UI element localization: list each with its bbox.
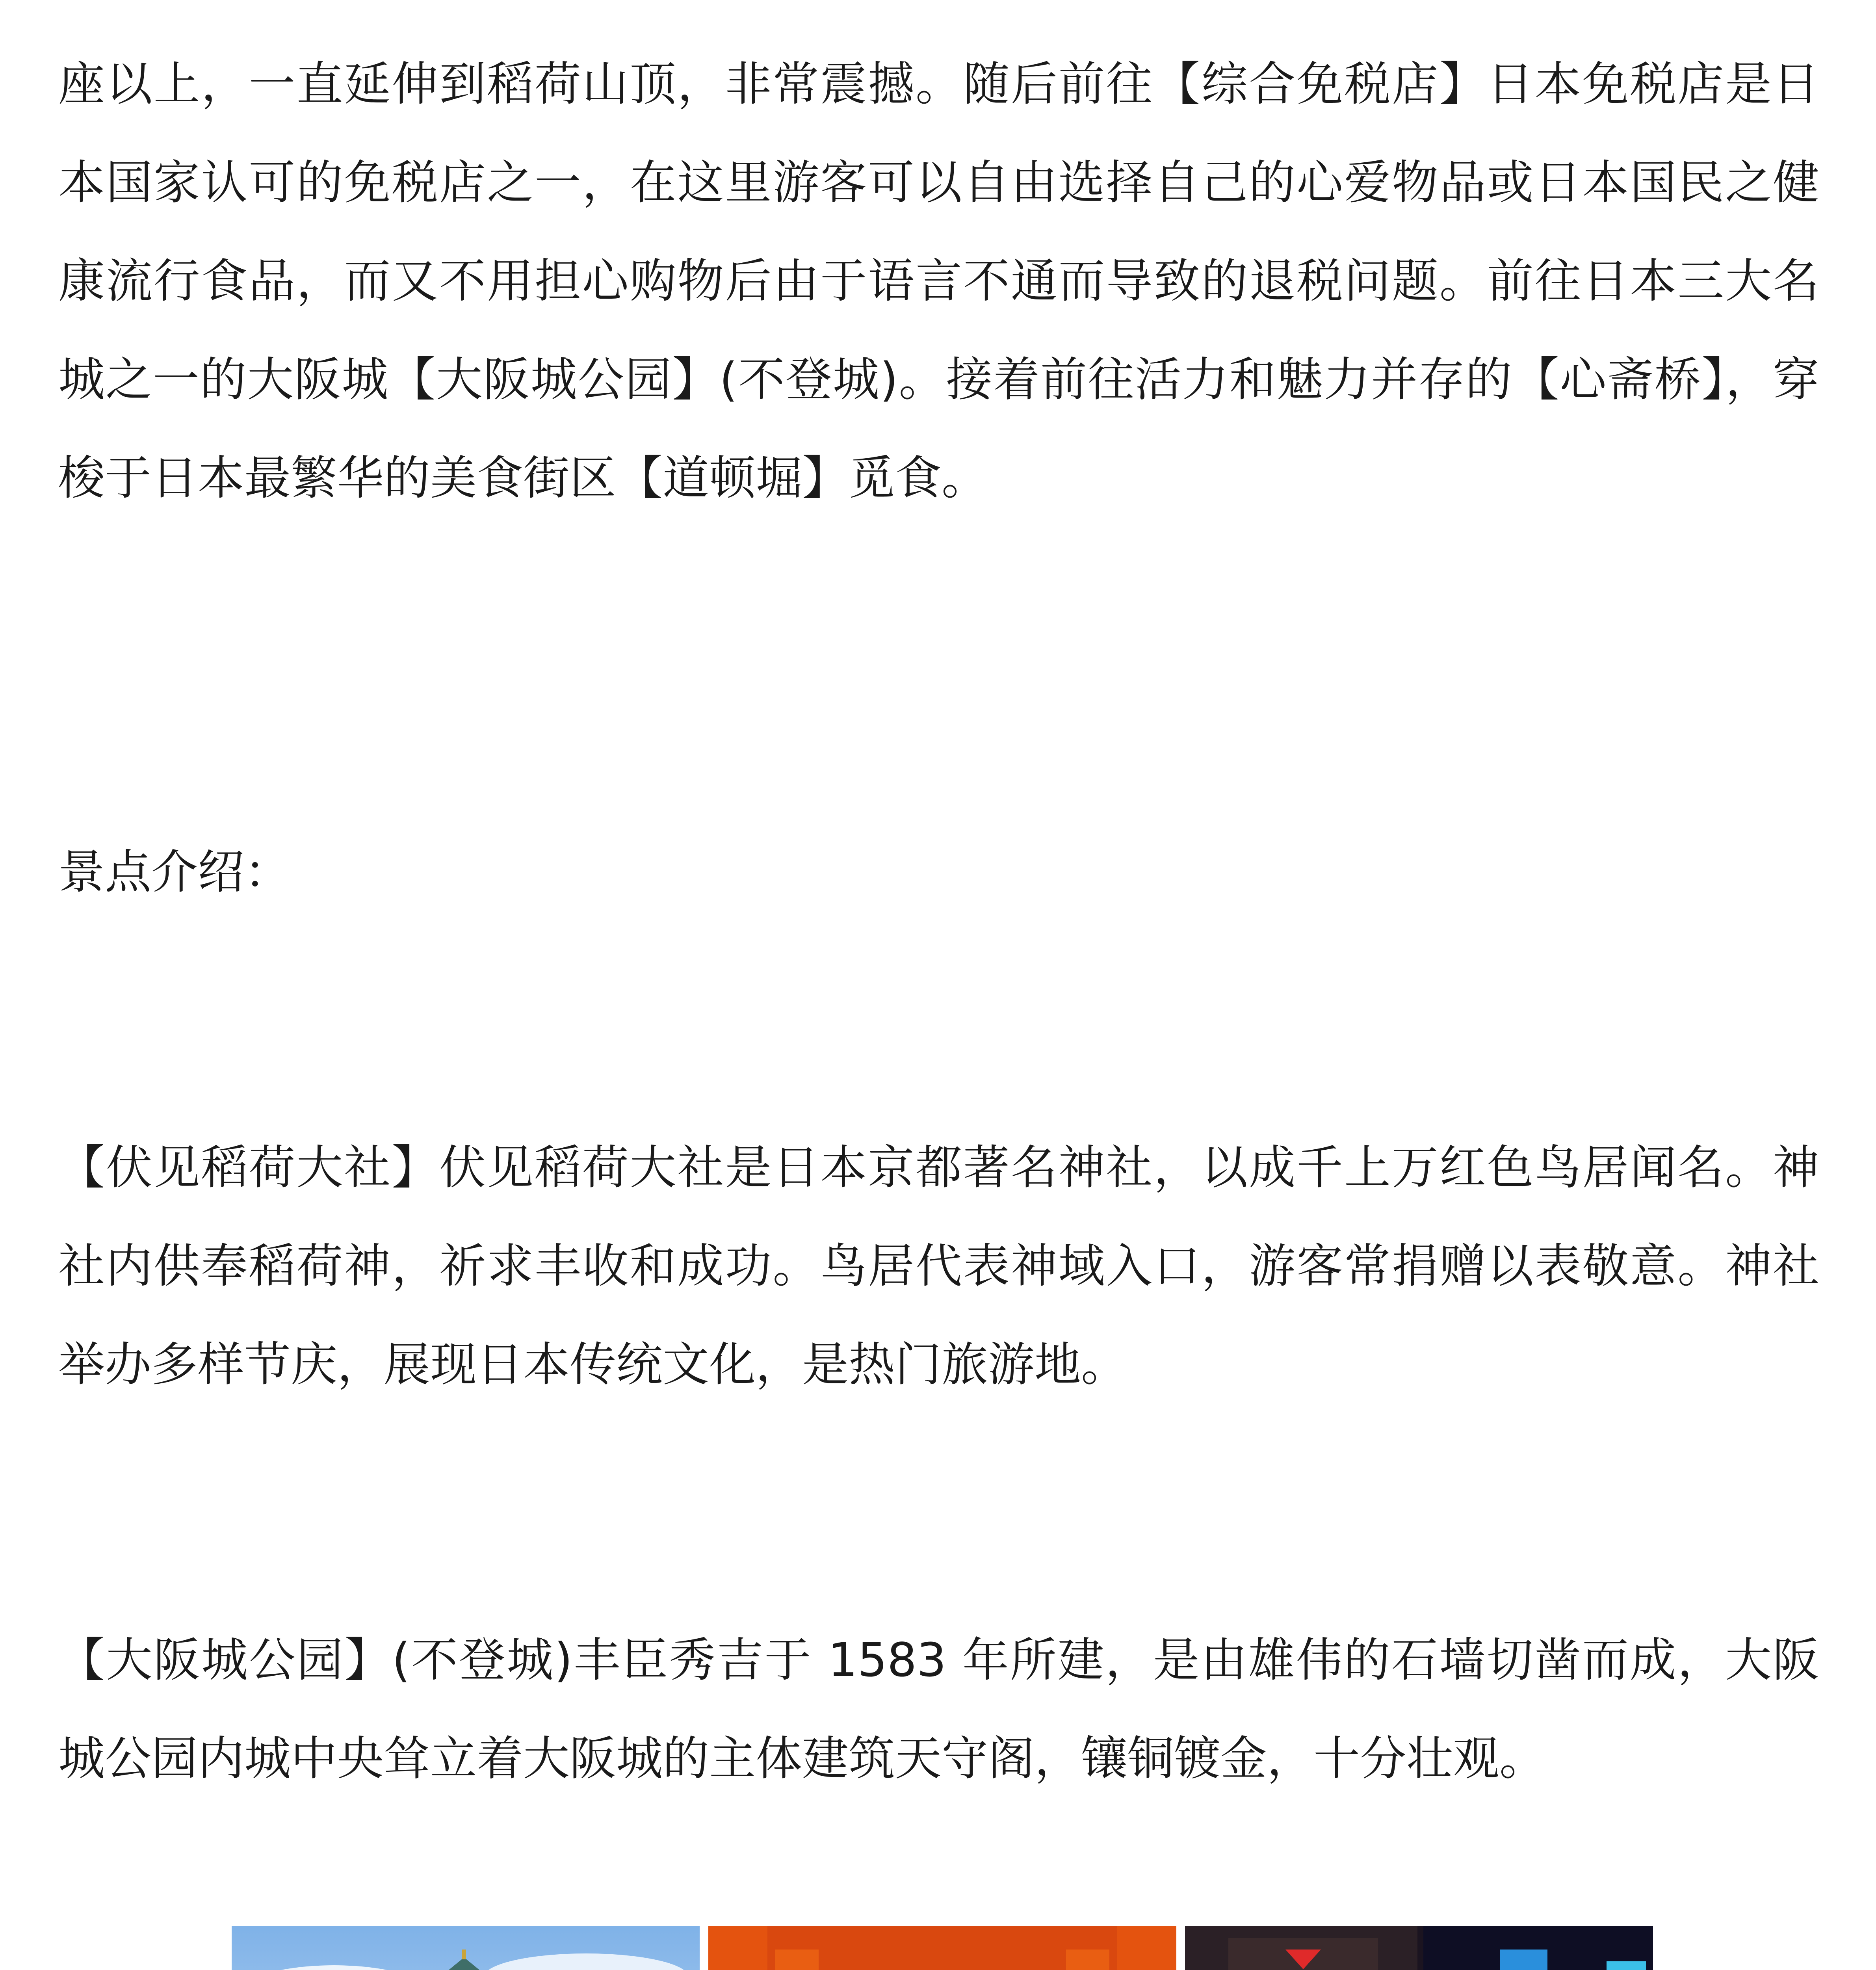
attraction-fushimi-inari: 【伏见稻荷大社】伏见稻荷大社是日本京都著名神社，以成千上万红色鸟居闻名。神社内供奉稻荷神，祈求丰收和成功。鸟居代表神域入口，游客常捐赠以表敬意。神社举办多样节庆，展现日本传统文化，是热门旅游地。 (58, 1140, 1819, 1392)
attractions-heading: 景点介绍： (58, 845, 291, 899)
attraction-osaka-castle-park: 【大阪城公园】(不登城)丰臣秀吉于 1583 年所建，是由雄伟的石墙切凿而成，大阪城公园内城中央耸立着大阪城的主体建筑天守阁，镶铜镀金，十分壮观。 (58, 1633, 1819, 1786)
osaka-castle-photo (232, 1926, 700, 1970)
photo-strip (232, 1926, 1653, 1970)
fushimi-inari-torii-photo (708, 1926, 1176, 1970)
document-body (58, 35, 1819, 1970)
shinsaibashi-dotonbori-photo (1185, 1926, 1653, 1970)
intro-paragraph: 座以上，一直延伸到稻荷山顶，非常震撼。随后前往【综合免税店】日本免税店是日本国家认可的免税店之一，在这里游客可以自由选择自己的心爱物品或日本国民之健康流行食品，而又不用担心购物后由于语言不通而导致的退税问题。前往日本三大名城之一的大阪城【大阪城公园】(不登城)。接着前往活力和魅力并存的【心斋桥】，穿梭于日本最繁华的美食街区【道顿堀】觅食。 (58, 57, 1819, 505)
paragraph-gap (58, 527, 1819, 626)
attractions-section (58, 626, 1819, 1970)
